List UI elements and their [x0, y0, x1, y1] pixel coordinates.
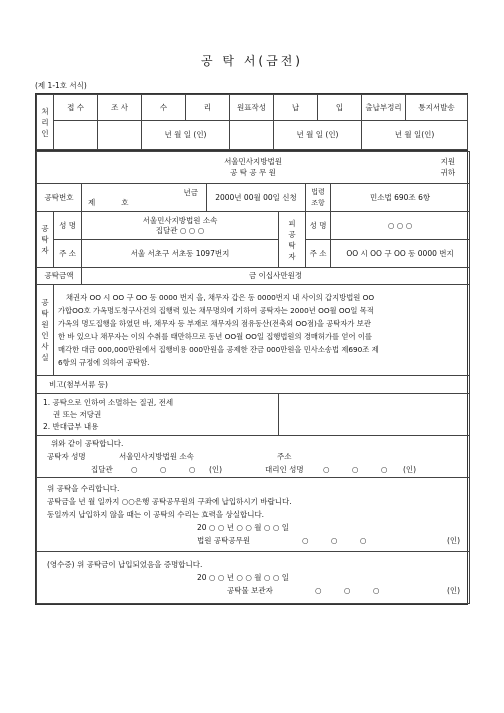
head-ledger: 출납부정리	[362, 95, 406, 121]
receipt: (영수증) 위 공탁금이 납입되었음을 증명합니다. 20 ○ ○ 년 ○ ○ 월 ○ ○ 일 공탁물 보관자 ○ ○ ○ (인)	[37, 552, 470, 604]
depositor-side-label: 공 탁 자	[37, 212, 54, 268]
amount-label: 공탁금액	[37, 268, 82, 285]
cell-original	[230, 121, 274, 150]
processing-table	[35, 93, 468, 151]
head-payment-1: 납	[274, 95, 318, 121]
head-receipt: 접 수	[54, 95, 98, 121]
form-number: (제 1-1호 서식)	[35, 81, 87, 90]
head-accept-1: 수	[142, 95, 186, 121]
case-number: 년금 제 호	[82, 184, 207, 212]
accept-date: 년 월 일 (인)	[142, 121, 230, 150]
deposit-form-table	[35, 150, 468, 605]
notes: 1. 공탁으로 인하여 소멸하는 질권, 전세 권 또는 저당권 2. 반대급부 내용	[37, 394, 279, 436]
head-accept-2: 리	[186, 95, 230, 121]
head-investigation: 조 사	[98, 95, 142, 121]
depositor-address-label: 주 소	[54, 240, 82, 268]
notes-blank	[279, 394, 470, 436]
remarks-label: 비고(첨부서류 등)	[37, 376, 470, 394]
officer-title: 공 탁 공 무 원	[230, 167, 276, 177]
document-title: 공 탁 서(금전)	[201, 54, 303, 68]
depositee-address: OO 시 OO 구 OO 동 0000 번지	[331, 240, 470, 268]
depositor-address: 서울 서초구 서초동 1097번지	[82, 240, 279, 268]
depositor-name: 서울민사지방법원 소속 집달관 ○ ○ ○	[82, 212, 279, 240]
court-name: 서울민사지방법원	[224, 156, 283, 166]
cell-receipt	[54, 121, 98, 150]
honorific-label: 귀하	[440, 167, 456, 177]
court-address	[37, 152, 470, 184]
head-notice: 통지서발송	[406, 95, 468, 121]
depositee-name-label: 성 명	[306, 212, 331, 240]
case-number-label: 공탁번호	[37, 184, 82, 212]
application-date: 2000년 00월 00일 신청	[207, 184, 306, 212]
depositee-side-label: 피 공 탁 자	[279, 212, 306, 268]
head-payment-2: 입	[318, 95, 362, 121]
acceptance: 위 공탁을 수리합니다. 공탁금을 년 월 일까지 ○○은행 공탁공무원의 구좌에 납입하시기 바랍니다. 동일까지 납입하지 않을 때는 이 공탁의 수리는 효력을 상실합니다. 20 ○ ○ 년 ○ ○ 월 ○ ○ 일 법원 공탁공무원 ○ ○ ○ (인)	[37, 478, 470, 552]
branch-label: 지원	[440, 156, 456, 166]
payment-date: 년 월 일 (인)	[274, 121, 362, 150]
notice-date: 년 월 일(인)	[362, 121, 468, 150]
reason-facts: 채권자 OO 시 OO 구 OO 동 0000 번지 을, 채무자 갑은 동 0000번지 내 사이의 갑지방법원 OO 가합OO호 가옥명도청구사건의 집행력 있는 채무명의에 기하여 공탁자는 2000년 OO월 OO일 목적 가옥의 명도집행을 하였던 바, 채무자 등 부재로 채무자의 점유동산(전축외 OO점)을 공탁자가 보관 한 바 있으나 채무자는 이의 수취를 태만하므로 동년 OO월 OO일 집행법원의 경매허가를 얻어 이를 매각한 대금 000,000만원에서 집행비용 000만원을 공제한 잔금 000만원을 민사소송법 제690조 제 6항의 규정에 의하여 공탁함.	[54, 285, 470, 376]
cell-investigation	[98, 121, 142, 150]
depositee-address-label: 주 소	[306, 240, 331, 268]
declaration: 위와 같이 공탁합니다. 공탁자 성명 서울민사지방법원 소속 주소 집달관 ○ ○ ○ (인) 대리인 성명 ○ ○ ○ (인)	[37, 436, 470, 478]
law-article: 민소법 690조 6항	[331, 184, 470, 212]
processor-side-label: 처 리 인	[37, 95, 54, 150]
reason-side-label: 공 탁 원 인 사 실	[37, 285, 54, 376]
depositee-name: ○ ○ ○	[331, 212, 470, 240]
head-original: 원표작성	[230, 95, 274, 121]
depositor-name-label: 성 명	[54, 212, 82, 240]
amount-value: 금 이십사만원정	[82, 268, 470, 285]
law-label: 법령조항	[306, 184, 331, 212]
